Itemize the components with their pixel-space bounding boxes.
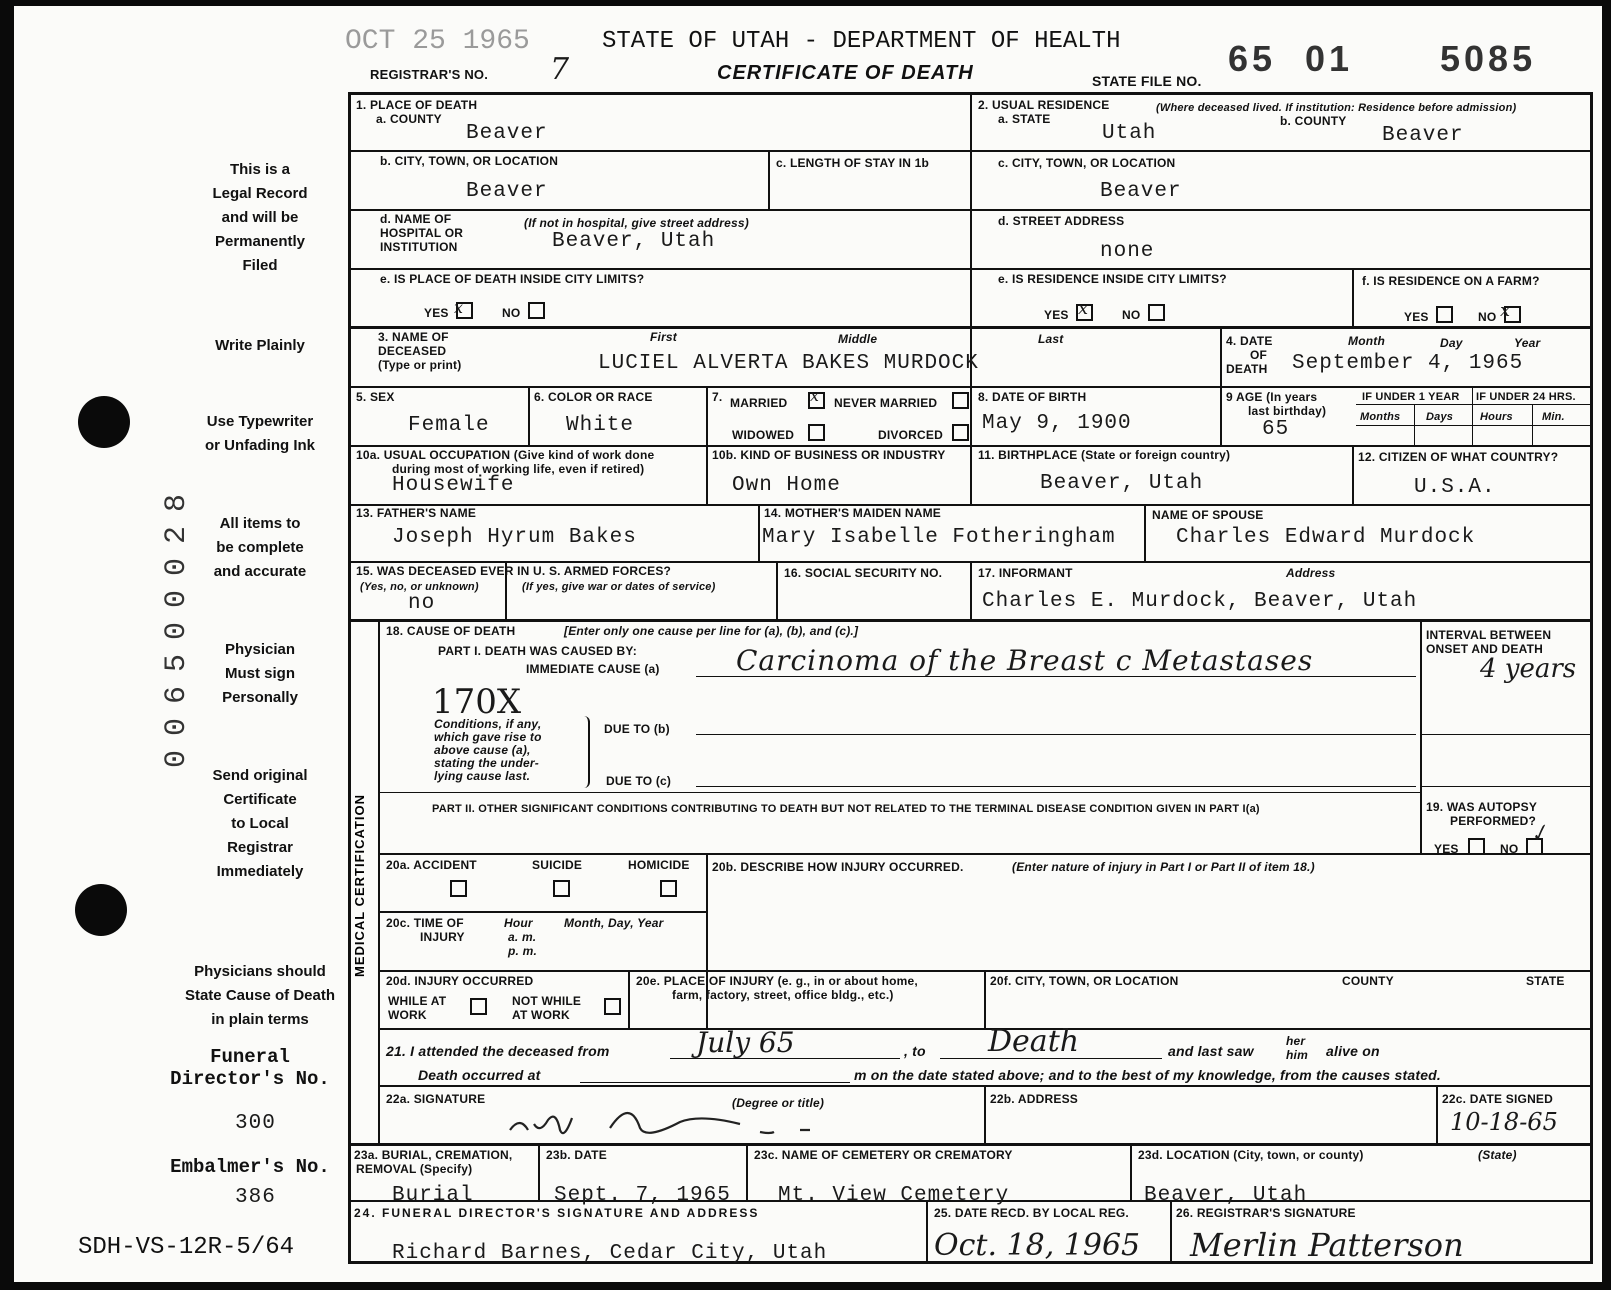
sex: Female	[408, 414, 490, 437]
label-father: 13. FATHER'S NAME	[356, 506, 477, 520]
state-file-no-part-1: 65	[1228, 38, 1277, 79]
label-never-married: NEVER MARRIED	[834, 396, 938, 410]
label-injury-county: COUNTY	[1342, 974, 1394, 988]
label-injury-description: 20b. DESCRIBE HOW INJURY OCCURRED.	[712, 860, 964, 874]
label-length-of-stay: c. LENGTH OF STAY IN 1b	[776, 156, 930, 170]
label-due-to-b: DUE TO (b)	[604, 722, 670, 736]
residence-county: Beaver	[1382, 124, 1464, 147]
residence-state: Utah	[1102, 122, 1157, 145]
label-res-county: b. COUNTY	[1280, 114, 1347, 128]
label-interval: INTERVAL BETWEEN ONSET AND DEATH	[1426, 628, 1552, 656]
label-conditions-note: Conditions, if any, which gave rise to above cause (a), stating the under- lying cause last.	[434, 717, 542, 783]
date-signed: 10-18-65	[1450, 1108, 1558, 1136]
death-city-no-checkbox[interactable]	[528, 302, 545, 319]
res-city-yes-mark: x	[1078, 298, 1089, 319]
label-date-of-death: 4. DATE OF DEATH	[1226, 334, 1273, 376]
label-item-7: 7.	[712, 390, 723, 404]
label-death-city: b. CITY, TOWN, OR LOCATION	[380, 154, 559, 168]
label-funeral-director: 24. FUNERAL DIRECTOR'S SIGNATURE AND ADDRESS	[354, 1206, 760, 1220]
vertical-serial-number: 006500028	[160, 480, 194, 769]
label-signature: 22a. SIGNATURE	[386, 1092, 486, 1106]
label-burial-state: (State)	[1478, 1148, 1517, 1162]
date-of-death: September 4, 1965	[1292, 352, 1524, 375]
label-not-while-at-work: NOT WHILE AT WORK	[512, 994, 582, 1022]
immediate-cause: Carcinoma of the Breast c Metastases	[736, 644, 1314, 677]
label-disposition: 23a. BURIAL, CREMATION, REMOVAL (Specify)	[354, 1148, 513, 1176]
label-her: her	[1286, 1034, 1306, 1048]
married-mark: x	[810, 386, 820, 405]
label-date-of-birth: 8. DATE OF BIRTH	[978, 390, 1087, 404]
label-degree: (Degree or title)	[732, 1096, 825, 1110]
occupation: Housewife	[392, 474, 515, 497]
label-day: Day	[1440, 336, 1463, 350]
label-death-occurred: Death occurred at	[418, 1067, 541, 1083]
label-death-county: a. COUNTY	[376, 112, 442, 126]
label-autopsy: 19. WAS AUTOPSY PERFORMED?	[1426, 800, 1538, 828]
label-burial-location: 23d. LOCATION (City, town, or county)	[1138, 1148, 1364, 1162]
label-injury-state: STATE	[1526, 974, 1565, 988]
autopsy-no-mark: ✓	[1526, 819, 1553, 850]
interval: 4 years	[1480, 654, 1577, 684]
label-usual-residence: 2. USUAL RESIDENCE	[978, 98, 1110, 112]
death-city: Beaver	[466, 180, 548, 203]
label-res-city-yes: YES	[1044, 308, 1069, 322]
send-original-note: Send original Certificate to Local Registrar Immediately	[212, 767, 308, 880]
autopsy-yes-checkbox[interactable]	[1468, 838, 1485, 855]
label-informant-address: Address	[1286, 566, 1336, 580]
label-registrar-signature: 26. REGISTRAR'S SIGNATURE	[1176, 1206, 1356, 1220]
label-suicide: SUICIDE	[532, 858, 583, 872]
state-file-no-part-3: 5085	[1440, 38, 1537, 79]
label-hospital-note: (If not in hospital, give street address)	[524, 216, 749, 230]
farm-no-mark: x	[1500, 300, 1511, 321]
label-attended-from: 21. I attended the deceased from	[386, 1043, 610, 1059]
form-title: STATE OF UTAH - DEPARTMENT OF HEALTH	[602, 28, 1121, 55]
registrar-signature: Merlin Patterson	[1190, 1226, 1464, 1264]
label-under-24-hrs: IF UNDER 24 HRS.	[1476, 391, 1576, 403]
state-file-label: STATE FILE NO.	[1092, 73, 1202, 89]
label-res-farm: f. IS RESIDENCE ON A FARM?	[1362, 274, 1540, 288]
label-autopsy-yes: YES	[1434, 842, 1459, 856]
label-months: Months	[1360, 411, 1401, 423]
label-social-security: 16. SOCIAL SECURITY NO.	[784, 566, 943, 580]
physician-sign-note: Physician Must sign Personally	[222, 641, 298, 706]
label-armed-forces-note: (Yes, no, or unknown)	[360, 581, 479, 593]
label-part-1: PART I. DEATH WAS CAUSED BY:	[438, 644, 637, 658]
label-birthplace: 11. BIRTHPLACE (State or foreign country)	[978, 448, 1231, 462]
label-injury-month-day-year: Month, Day, Year	[564, 916, 664, 930]
punch-hole-top	[78, 396, 130, 448]
label-sex: 5. SEX	[356, 390, 395, 404]
registrar-no-label: REGISTRAR'S NO.	[370, 67, 489, 82]
label-physician-address: 22b. ADDRESS	[990, 1092, 1078, 1106]
label-part-2: PART II. OTHER SIGNIFICANT CONDITIONS CONTRIBUTING TO DEATH BUT NOT RELATED TO THE TERMINAL DISEASE CONDITION GIVEN IN PART I(a)	[432, 803, 1260, 815]
widowed-checkbox[interactable]	[808, 424, 825, 441]
never-married-checkbox[interactable]	[952, 392, 969, 409]
registrar-no: 7	[550, 52, 570, 87]
label-homicide: HOMICIDE	[628, 858, 690, 872]
disposition: Burial	[392, 1184, 474, 1207]
label-farm-yes: YES	[1404, 310, 1429, 324]
farm-yes-checkbox[interactable]	[1436, 306, 1453, 323]
label-days: Days	[1426, 411, 1454, 423]
label-informant: 17. INFORMANT	[978, 566, 1073, 580]
label-immediate-cause: IMMEDIATE CAUSE (a)	[526, 662, 660, 676]
death-city-yes-mark: x	[454, 298, 464, 317]
death-county: Beaver	[466, 122, 548, 145]
label-time-of-injury: 20c. TIME OF INJURY	[386, 916, 465, 944]
label-alive-on: alive on	[1326, 1043, 1380, 1059]
label-residence-note: (Where deceased lived. If institution: Residence before admission)	[1156, 102, 1517, 114]
label-res-street: d. STREET ADDRESS	[998, 214, 1125, 228]
funeral-director-no-label: Funeral Director's No.	[170, 1046, 330, 1090]
father-name: Joseph Hyrum Bakes	[392, 526, 637, 549]
certificate-title: CERTIFICATE OF DEATH	[717, 62, 974, 84]
label-injury-occurred: 20d. INJURY OCCURRED	[386, 974, 534, 988]
label-date-signed: 22c. DATE SIGNED	[1442, 1092, 1554, 1106]
typewriter-note: Use Typewriter or Unfading Ink	[205, 413, 315, 454]
write-plainly-note: Write Plainly	[215, 337, 305, 354]
label-name-of-deceased: 3. NAME OF DECEASED (Type or print)	[378, 330, 462, 372]
legal-record-note: This is a Legal Record and will be Permanently Filed	[212, 161, 308, 274]
homicide-checkbox[interactable]	[660, 880, 677, 897]
label-race: 6. COLOR OR RACE	[534, 390, 653, 404]
date-received: Oct. 18, 1965	[934, 1228, 1141, 1263]
label-hours: Hours	[1480, 411, 1513, 423]
label-widowed: WIDOWED	[732, 428, 795, 442]
received-date-stamp: OCT 25 1965	[345, 26, 530, 57]
label-armed-forces-service: (If yes, give war or dates of service)	[522, 581, 716, 593]
label-while-at-work: WHILE AT WORK	[388, 994, 447, 1022]
label-death-inside-city: e. IS PLACE OF DEATH INSIDE CITY LIMITS?	[380, 272, 645, 286]
race: White	[566, 414, 635, 437]
label-occupation: 10a. USUAL OCCUPATION (Give kind of work done during most of working life, even if retired)	[356, 448, 655, 476]
label-death-city-no: NO	[502, 306, 521, 320]
label-death-city-yes: YES	[424, 306, 449, 320]
state-file-no-part-2: 01	[1305, 38, 1354, 79]
complete-note: All items to be complete and accurate	[213, 515, 307, 580]
label-res-state: a. STATE	[998, 112, 1051, 126]
while-at-work-checkbox[interactable]	[470, 998, 487, 1015]
label-age: 9 AGE (In years last birthday)	[1226, 390, 1327, 418]
label-farm-no: NO	[1478, 310, 1497, 324]
label-last-saw: and last saw	[1168, 1043, 1254, 1059]
label-place-of-injury: 20e. PLACE OF INJURY (e. g., in or about home, farm, factory, street, office bldg., etc.)	[636, 974, 918, 1002]
conditions-brace	[580, 716, 590, 788]
label-place-of-death: 1. PLACE OF DEATH	[356, 98, 478, 112]
birthplace: Beaver, Utah	[1040, 472, 1204, 495]
label-month: Month	[1348, 334, 1385, 348]
label-hour: Hour a. m. p. m.	[504, 916, 538, 958]
label-due-to-c: DUE TO (c)	[606, 774, 672, 788]
res-city-no-checkbox[interactable]	[1148, 304, 1165, 321]
label-autopsy-no: NO	[1500, 842, 1519, 856]
burial-location: Beaver, Utah	[1144, 1184, 1308, 1207]
divorced-checkbox[interactable]	[952, 424, 969, 441]
attended-from: July 65	[696, 1026, 795, 1059]
label-divorced: DIVORCED	[878, 428, 943, 442]
label-middle: Middle	[838, 332, 878, 346]
label-mother: 14. MOTHER'S MAIDEN NAME	[764, 506, 942, 520]
business: Own Home	[732, 474, 841, 497]
label-injury-city: 20f. CITY, TOWN, OR LOCATION	[990, 974, 1179, 988]
residence-street: none	[1100, 240, 1155, 263]
deceased-name: LUCIEL ALVERTA BAKES MURDOCK	[598, 352, 979, 375]
label-res-city-no: NO	[1122, 308, 1141, 322]
residence-city: Beaver	[1100, 180, 1182, 203]
physicians-should-note: Physicians should State Cause of Death in plain terms	[184, 963, 336, 1028]
armed-forces: no	[408, 592, 436, 615]
label-citizen: 12. CITIZEN OF WHAT COUNTRY?	[1358, 450, 1559, 464]
cemetery: Mt. View Cemetery	[778, 1184, 1010, 1207]
form-number: SDH-VS-12R-5/64	[78, 1234, 295, 1261]
label-under-1-year: IF UNDER 1 YEAR	[1362, 391, 1460, 403]
not-while-at-work-checkbox[interactable]	[604, 998, 621, 1015]
label-date-received: 25. DATE RECD. BY LOCAL REG.	[934, 1206, 1129, 1220]
burial-date: Sept. 7, 1965	[554, 1184, 731, 1207]
citizen: U.S.A.	[1414, 476, 1496, 499]
label-armed-forces: 15. WAS DECEASED EVER IN U. S. ARMED FORCES?	[356, 564, 672, 578]
label-first: First	[650, 330, 678, 344]
spouse-name: Charles Edward Murdock	[1176, 526, 1476, 549]
label-him: him	[1286, 1048, 1308, 1062]
informant: Charles E. Murdock, Beaver, Utah	[982, 590, 1418, 613]
label-attended-to: , to	[904, 1043, 926, 1059]
accident-checkbox[interactable]	[450, 880, 467, 897]
embalmer-no: 386	[235, 1186, 276, 1209]
embalmer-no-label: Embalmer's No.	[170, 1156, 330, 1178]
suicide-checkbox[interactable]	[553, 880, 570, 897]
label-hospital: d. NAME OF HOSPITAL OR INSTITUTION	[380, 212, 464, 254]
label-injury-description-note: (Enter nature of injury in Part I or Part II of item 18.)	[1012, 860, 1315, 874]
mother-name: Mary Isabelle Fotheringham	[762, 526, 1116, 549]
hospital: Beaver, Utah	[552, 230, 716, 253]
label-spouse: NAME OF SPOUSE	[1152, 508, 1264, 522]
label-cause-note: [Enter only one cause per line for (a), (b), and (c).]	[564, 624, 859, 638]
punch-hole-bottom	[75, 884, 127, 936]
label-accident: 20a. ACCIDENT	[386, 858, 477, 872]
funeral-director-no: 300	[235, 1112, 276, 1135]
medical-certification-label: MEDICAL CERTIFICATION	[352, 793, 367, 977]
label-married: MARRIED	[730, 396, 788, 410]
label-cemetery: 23c. NAME OF CEMETERY OR CREMATORY	[754, 1148, 1013, 1162]
date-of-birth: May 9, 1900	[982, 412, 1132, 435]
label-last: Last	[1038, 332, 1064, 346]
label-min: Min.	[1542, 411, 1565, 423]
physician-signature	[500, 1100, 840, 1142]
label-res-inside-city: e. IS RESIDENCE INSIDE CITY LIMITS?	[998, 272, 1227, 286]
age: 65	[1262, 418, 1290, 441]
funeral-director: Richard Barnes, Cedar City, Utah	[392, 1242, 828, 1265]
label-burial-date: 23b. DATE	[546, 1148, 607, 1162]
label-death-occurred-2: m on the date stated above; and to the best of my knowledge, from the causes stated.	[854, 1067, 1442, 1083]
label-business: 10b. KIND OF BUSINESS OR INDUSTRY	[712, 448, 946, 462]
classification-code: 170X	[432, 682, 522, 722]
label-year: Year	[1514, 336, 1541, 350]
attended-to: Death	[988, 1024, 1080, 1059]
label-cause-of-death: 18. CAUSE OF DEATH	[386, 624, 516, 638]
label-res-city: c. CITY, TOWN, OR LOCATION	[998, 156, 1176, 170]
